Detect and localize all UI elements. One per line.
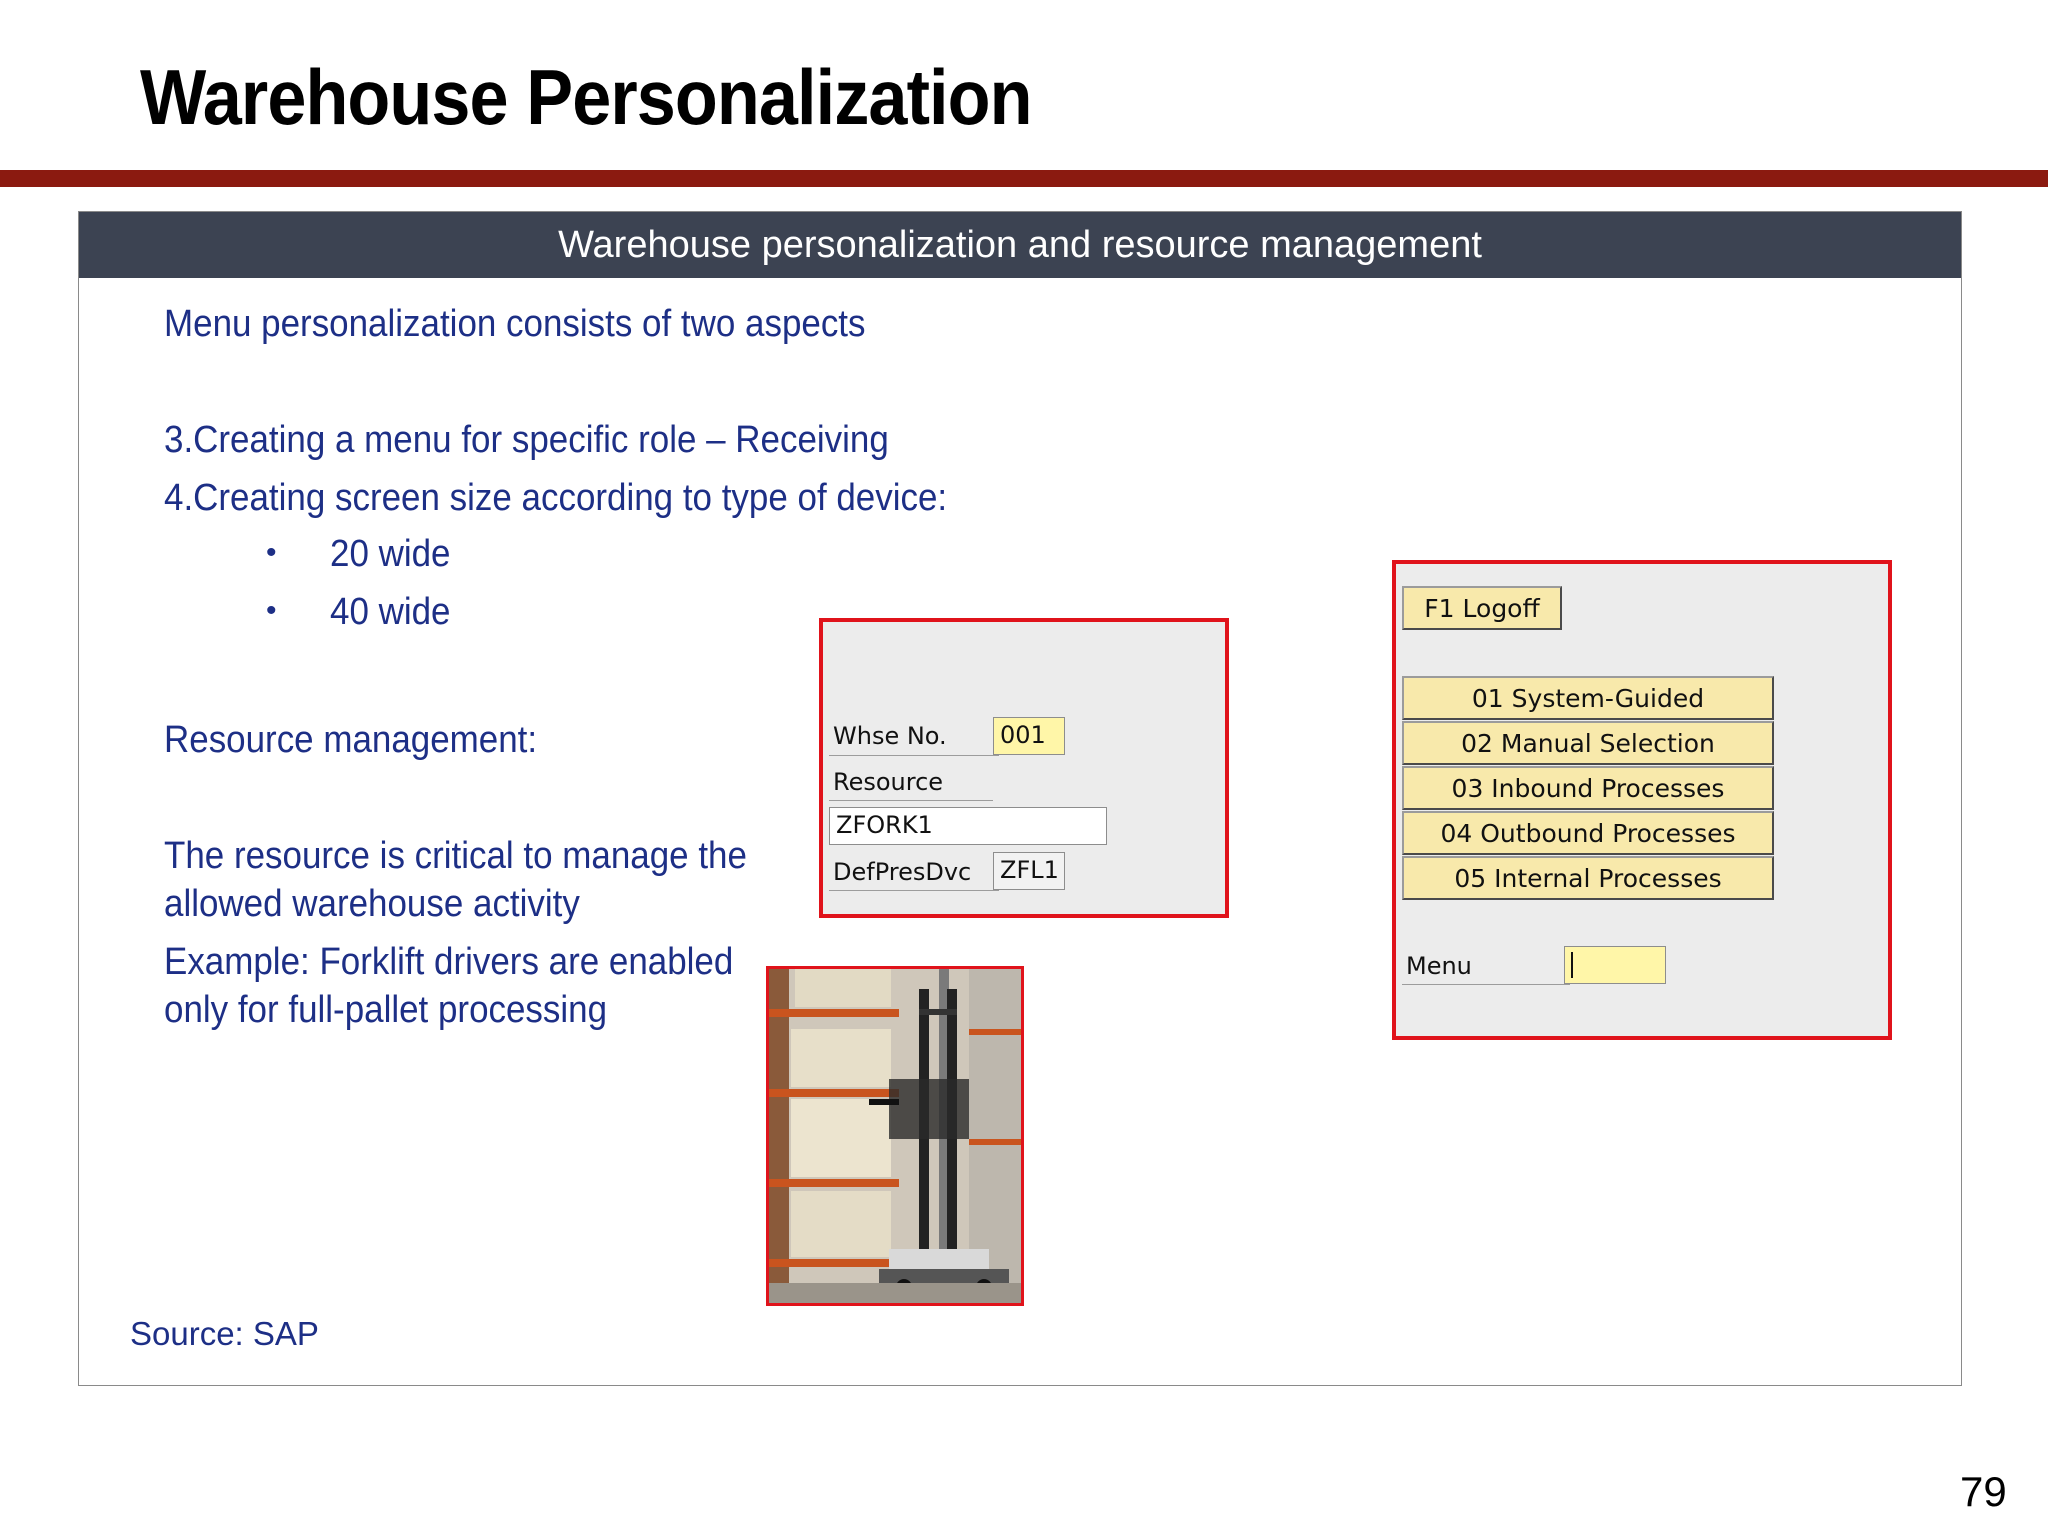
bullet-dot: • <box>266 594 277 627</box>
bullet-40-wide: 40 wide <box>330 591 451 633</box>
rf-menu-screen <box>1392 560 1892 1040</box>
menu-button-inbound[interactable]: 03 Inbound Processes <box>1402 766 1774 810</box>
source-note: Source: SAP <box>130 1315 319 1352</box>
menu-input[interactable] <box>1564 946 1666 984</box>
panel-header: Warehouse personalization and resource management <box>79 212 1961 278</box>
resource-para2-line2: only for full-pallet processing <box>164 989 608 1031</box>
item-3: 3.Creating a menu for specific role – Receiving <box>164 419 889 461</box>
field-underline <box>1402 984 1570 985</box>
field-underline <box>829 800 993 801</box>
resource-para1-line1: The resource is critical to manage the <box>164 835 747 877</box>
logoff-button[interactable]: F1 Logoff <box>1402 586 1562 630</box>
whse-no-input[interactable] <box>993 717 1065 755</box>
resource-input[interactable] <box>829 807 1107 845</box>
menu-button-manual-selection[interactable]: 02 Manual Selection <box>1402 721 1774 765</box>
menu-button-outbound[interactable]: 04 Outbound Processes <box>1402 811 1774 855</box>
bullet-20-wide: 20 wide <box>330 533 451 575</box>
item-4: 4.Creating screen size according to type of device: <box>164 477 948 519</box>
resource-para2-line1: Example: Forklift drivers are enabled <box>164 941 734 983</box>
menu-button-internal[interactable]: 05 Internal Processes <box>1402 856 1774 900</box>
field-underline <box>829 890 999 891</box>
def-pres-dvc-value: ZFL1 <box>1000 856 1059 884</box>
def-pres-dvc-input[interactable] <box>993 852 1065 890</box>
text-cursor <box>1571 952 1573 978</box>
resource-value: ZFORK1 <box>836 811 933 839</box>
forklift-illustration <box>769 969 1021 1303</box>
resource-heading: Resource management: <box>164 719 538 761</box>
menu-button-system-guided[interactable]: 01 System-Guided <box>1402 676 1774 720</box>
resource-para1-line2: allowed warehouse activity <box>164 883 580 925</box>
page-number: 79 <box>1960 1468 2007 1515</box>
rf-login-screen <box>819 618 1229 918</box>
resource-label: Resource <box>833 768 944 796</box>
whse-no-value: 001 <box>1000 721 1046 749</box>
def-pres-dvc-label: DefPresDvc <box>833 858 972 886</box>
title-divider <box>0 170 2048 187</box>
bullet-dot: • <box>266 536 277 569</box>
menu-label: Menu <box>1406 952 1472 980</box>
intro-text: Menu personalization consists of two aspects <box>164 303 866 345</box>
slide-title: Warehouse Personalization <box>140 53 1032 141</box>
whse-no-label: Whse No. <box>833 722 947 750</box>
forklift-photo <box>766 966 1024 1306</box>
field-underline <box>829 755 999 756</box>
